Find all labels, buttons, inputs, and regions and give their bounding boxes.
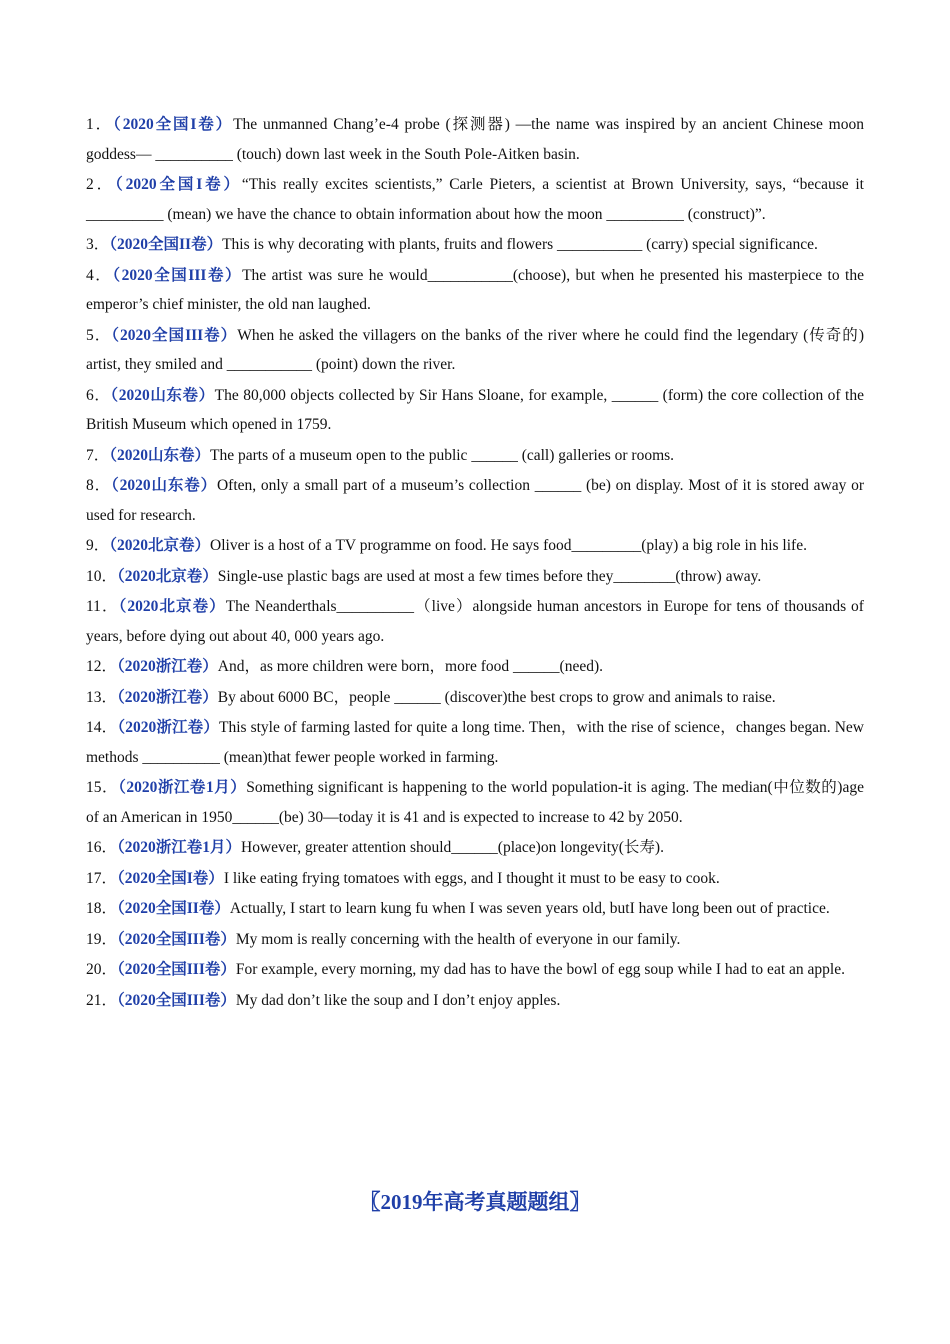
question-7: [86, 441, 864, 471]
question-14: [86, 713, 864, 772]
question-number: 8．: [86, 477, 111, 494]
question-17: [86, 864, 864, 894]
question-source: （2020山东卷）: [110, 386, 215, 404]
question-18: [86, 894, 864, 924]
question-12: [86, 652, 864, 682]
question-text: My dad don’t like the soup and I don’t enjoy apples.: [235, 991, 561, 1009]
question-1: [86, 110, 864, 169]
question-number: 10．: [86, 567, 118, 585]
question-source: （2020北京卷）: [117, 567, 218, 585]
question-number: 11．: [86, 598, 119, 615]
question-text: My mom is really concerning with the health of everyone in our family.: [235, 930, 681, 948]
question-number: 15．: [86, 779, 119, 796]
question-text: This style of farming lasted for quite a long time. Then，with the rise of science，changes began. New methods __________ (mean)that fewer people worked in farming.: [86, 719, 864, 766]
question-number: 5．: [86, 326, 112, 344]
question-text: The unmanned Chang’e-4 probe (探测器) —the name was inspired by an ancient Chinese moon goddess— __________ (touch) down last week in the South Pole-Aitken basin.: [86, 116, 864, 163]
question-8: [86, 471, 864, 530]
question-source: （2020全国II卷）: [117, 900, 230, 917]
question-text: When he asked the villagers on the banks of the river where he could find the legendary (传奇的) artist, they smiled and ___________ (point) down the river.: [86, 326, 864, 373]
question-source: （2020全国I卷）: [115, 176, 242, 193]
question-source: （2020浙江卷）: [117, 719, 219, 736]
question-number: 20．: [86, 961, 118, 978]
question-source: （2020全国III卷）: [117, 961, 236, 978]
question-source: （2020全国III卷）: [111, 326, 238, 344]
question-15: [86, 773, 864, 832]
question-number: 13．: [86, 688, 118, 706]
question-number: 7．: [86, 446, 110, 464]
question-5: [86, 321, 864, 380]
question-source: （2020全国I卷）: [113, 116, 234, 133]
question-text: By about 6000 BC，people ______ (discover)the best crops to grow and animals to raise.: [217, 688, 776, 706]
question-text: I like eating frying tomatoes with eggs, and I thought it must to be easy to cook.: [223, 869, 720, 887]
question-text: Actually, I start to learn kung fu when I was seven years old, butI have long been out of practice.: [229, 900, 830, 917]
question-source: （2020全国III卷）: [117, 991, 236, 1009]
question-source: （2020浙江卷）: [117, 688, 218, 706]
question-number: 21．: [86, 991, 118, 1009]
question-number: 6．: [86, 386, 111, 404]
question-text: “This really excites scientists,” Carle Pieters, a scientist at Brown University, says, “because it __________ (mean) we have the chance to obtain information about how the moon __________ (construct)”.: [86, 176, 864, 223]
question-text: Often, only a small part of a museum’s collection ______ (be) on display. Most of it is stored away or used for research.: [86, 477, 864, 524]
question-source: （2020全国III卷）: [112, 266, 243, 284]
question-source: （2020浙江卷1月）: [117, 839, 242, 856]
question-number: 3．: [86, 236, 110, 253]
question-number: 2．: [86, 176, 115, 193]
question-number: 14．: [86, 719, 118, 736]
section-heading: 〖2019年高考真题题组〗: [359, 1190, 591, 1214]
question-text: The parts of a museum open to the public ______ (call) galleries or rooms.: [210, 446, 675, 464]
question-number: 18．: [86, 900, 118, 917]
question-13: [86, 683, 864, 713]
question-text: Oliver is a host of a TV programme on food. He says food_________(play) a big role in his life.: [210, 537, 807, 554]
question-4: [86, 261, 864, 320]
question-source: （2020北京卷）: [109, 537, 211, 554]
question-text: However, greater attention should______(place)on longevity(长寿).: [241, 839, 664, 856]
question-11: [86, 592, 864, 651]
question-number: 4．: [86, 266, 113, 284]
question-10: [86, 562, 864, 592]
question-number: 17．: [86, 869, 118, 887]
question-source: （2020全国III卷）: [117, 930, 236, 948]
question-19: [86, 925, 864, 955]
question-source: （2020全国II卷）: [109, 236, 223, 253]
question-number: 19．: [86, 930, 118, 948]
question-9: [86, 531, 864, 561]
question-text: This is why decorating with plants, fruits and flowers ___________ (carry) special significance.: [222, 236, 818, 253]
question-text: The artist was sure he would___________(choose), but when he presented his masterpiece to the emperor’s chief minister, the old nan laughed.: [86, 266, 864, 313]
question-source: （2020浙江卷）: [117, 658, 218, 675]
question-number: 9．: [86, 537, 110, 554]
question-source: （2020全国I卷）: [117, 869, 224, 887]
question-text: Something significant is happening to the world population-it is aging. The median(中位数的)age of an American in 1950______(be) 30—today it is 41 and is expected to increase to 42 by 2050.: [86, 779, 864, 826]
question-6: [86, 381, 864, 440]
question-20: [86, 955, 864, 985]
question-source: （2020山东卷）: [111, 477, 217, 494]
question-text: The 80,000 objects collected by Sir Hans Sloane, for example, ______ (form) the core collection of the British Museum which opened in 1759.: [86, 386, 864, 433]
question-text: The Neanderthals__________（live）alongside human ancestors in Europe for tens of thousands of years, before dying out about 40, 000 years ago.: [86, 598, 864, 645]
question-2: [86, 170, 864, 229]
question-source: （2020山东卷）: [109, 446, 211, 464]
question-21: [86, 986, 864, 1016]
question-list: [86, 110, 864, 1016]
question-16: [86, 833, 864, 863]
question-text: Single-use plastic bags are used at most a few times before they________(throw) away.: [217, 567, 762, 585]
question-source: （2020浙江卷1月）: [118, 779, 247, 796]
question-text: And，as more children were born，more food ______(need).: [217, 658, 604, 675]
question-number: 1．: [86, 116, 114, 133]
question-number: 16．: [86, 839, 118, 856]
question-text: For example, every morning, my dad has to have the bowl of egg soup while I had to eat an apple.: [235, 961, 845, 978]
question-number: 12．: [86, 658, 118, 675]
question-source: （2020北京卷）: [118, 598, 226, 615]
question-3: [86, 230, 864, 260]
